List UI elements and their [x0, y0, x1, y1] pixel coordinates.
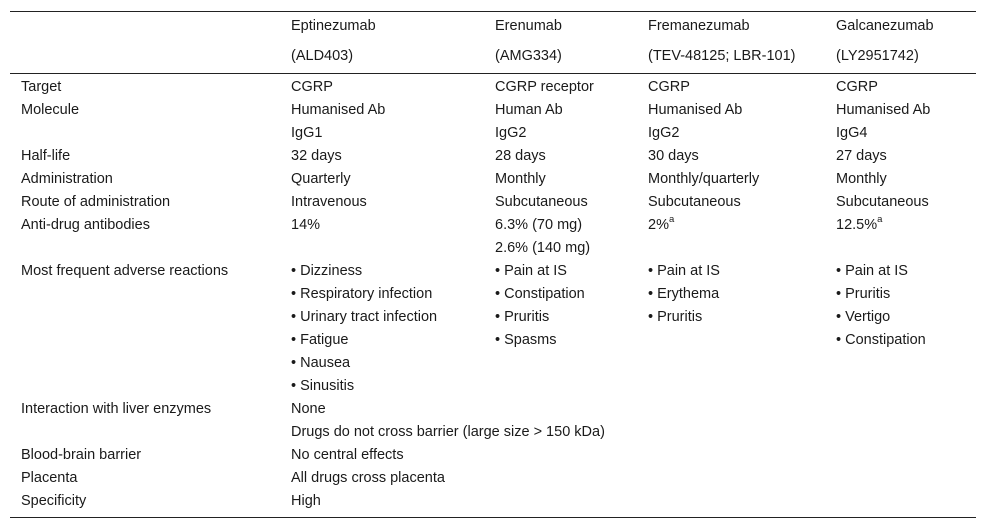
cell-line: 6.3% (70 mg)	[495, 217, 583, 233]
cell-line: Human Ab	[495, 102, 563, 118]
row-label-placenta: Placenta	[21, 470, 78, 486]
cell-administration: Monthly	[495, 171, 546, 187]
cell-line: Drugs do not cross barrier (large size > 150 kDa)	[291, 424, 605, 440]
list-item: • Urinary tract infection	[291, 309, 438, 325]
cell-target: CGRP	[836, 79, 878, 95]
cell-specificity: High	[291, 493, 321, 509]
list-item: • Pain at IS	[495, 263, 567, 279]
cell-adverse	[648, 260, 720, 329]
cell-route: Subcutaneous	[495, 194, 588, 210]
cell-target: CGRP	[291, 79, 333, 95]
cell-molecule	[291, 99, 385, 145]
cell-line: Humanised Ab	[836, 102, 931, 118]
header-erenumab	[495, 15, 562, 68]
footnote-marker: a	[877, 214, 883, 226]
row-label-adverse-reactions: Most frequent adverse reactions	[21, 263, 229, 279]
cell-line: IgG2	[648, 125, 680, 141]
cell-target: CGRP receptor	[495, 79, 594, 95]
cell-line: Humanised Ab	[648, 102, 743, 118]
cell-route: Subcutaneous	[836, 194, 929, 210]
list-item: • Pain at IS	[836, 263, 908, 279]
cell-line: 2.6% (140 mg)	[495, 240, 591, 256]
cell-administration: Monthly	[836, 171, 887, 187]
row-label-blood-brain-barrier: Blood-brain barrier	[21, 447, 142, 463]
drug-name: Fremanezumab	[648, 18, 750, 34]
cell-anti-drug	[495, 214, 590, 260]
table-bottom-rule	[10, 517, 976, 518]
cell-molecule	[495, 99, 563, 145]
list-item: • Respiratory infection	[291, 286, 433, 302]
row-label-molecule: Molecule	[21, 102, 80, 118]
cell-route: Subcutaneous	[648, 194, 741, 210]
list-item: • Sinusitis	[291, 378, 355, 394]
cell-half-life: 30 days	[648, 148, 699, 164]
list-item: • Pain at IS	[648, 263, 720, 279]
list-item: • Dizziness	[291, 263, 363, 279]
cell-administration: Quarterly	[291, 171, 351, 187]
cell-line: IgG4	[836, 125, 868, 141]
list-item: • Vertigo	[836, 309, 891, 325]
cell-line: None	[291, 401, 326, 417]
cell-anti-drug	[836, 214, 882, 237]
cell-placenta: All drugs cross placenta	[291, 470, 445, 486]
cell-anti-drug: 14%	[291, 217, 321, 233]
row-label-anti-drug-antibodies: Anti-drug antibodies	[21, 217, 150, 233]
cell-administration: Monthly/quarterly	[648, 171, 760, 187]
list-item: • Pruritis	[836, 286, 891, 302]
drug-code: (ALD403)	[291, 48, 354, 64]
row-label-liver-enzymes: Interaction with liver enzymes	[21, 401, 212, 417]
drug-code: (LY2951742)	[836, 48, 919, 64]
list-item: • Nausea	[291, 355, 351, 371]
cell-blood-brain-barrier: No central effects	[291, 447, 404, 463]
list-item: • Erythema	[648, 286, 720, 302]
table-header-rule	[10, 73, 976, 74]
cell-anti-drug	[648, 214, 674, 237]
cell-value: 12.5%	[836, 217, 878, 233]
header-fremanezumab	[648, 15, 796, 68]
cell-line: Humanised Ab	[291, 102, 386, 118]
table-top-rule	[10, 11, 976, 12]
cell-liver-enzymes	[291, 398, 605, 444]
list-item: • Pruritis	[648, 309, 703, 325]
list-item: • Pruritis	[495, 309, 550, 325]
drug-code: (TEV-48125; LBR-101)	[648, 48, 796, 64]
drug-name: Erenumab	[495, 18, 562, 34]
header-galcanezumab	[836, 15, 934, 68]
cell-line: IgG1	[291, 125, 323, 141]
row-label-half-life: Half-life	[21, 148, 71, 164]
drug-name: Eptinezumab	[291, 18, 376, 34]
row-label-specificity: Specificity	[21, 493, 87, 509]
list-item: • Constipation	[495, 286, 585, 302]
drug-name: Galcanezumab	[836, 18, 934, 34]
cell-half-life: 28 days	[495, 148, 546, 164]
row-label-target: Target	[21, 79, 62, 95]
list-item: • Constipation	[836, 332, 926, 348]
list-item: • Spasms	[495, 332, 557, 348]
cell-route: Intravenous	[291, 194, 367, 210]
cell-line: IgG2	[495, 125, 527, 141]
cell-target: CGRP	[648, 79, 690, 95]
cell-half-life: 32 days	[291, 148, 342, 164]
cell-molecule	[836, 99, 930, 145]
drug-code: (AMG334)	[495, 48, 562, 64]
footnote-marker: a	[668, 214, 675, 226]
cell-half-life: 27 days	[836, 148, 887, 164]
cell-molecule	[648, 99, 742, 145]
cell-adverse	[836, 260, 926, 352]
cell-adverse	[291, 260, 437, 398]
row-label-route: Route of administration	[21, 194, 171, 210]
cell-value: 2%	[648, 217, 669, 233]
row-label-administration: Administration	[21, 171, 113, 187]
cell-adverse	[495, 260, 585, 352]
header-eptinezumab	[291, 15, 376, 68]
list-item: • Fatigue	[291, 332, 349, 348]
